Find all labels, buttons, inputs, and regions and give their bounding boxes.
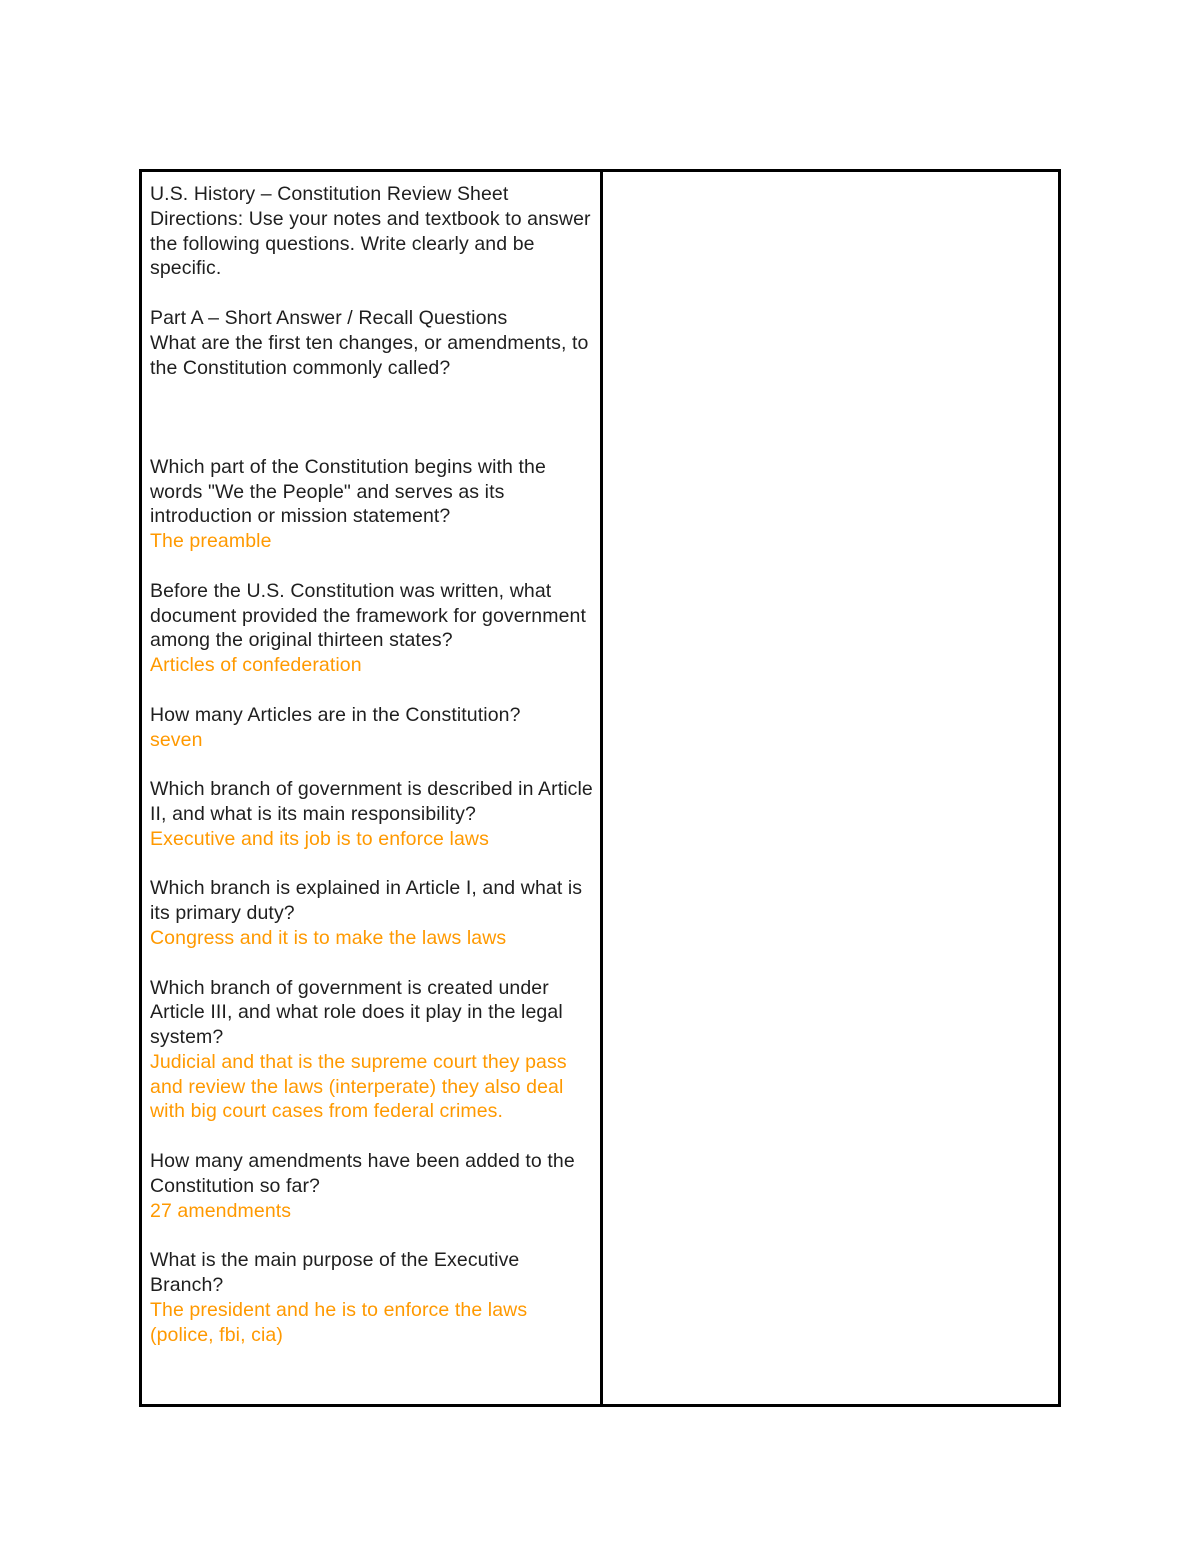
answer-8: 27 amendments [150,1199,292,1222]
spacer [150,951,594,976]
document-title: U.S. History – Constitution Review Sheet [150,183,509,205]
directions-text: Directions: Use your notes and textbook to answer the following questions. Write clearly and be specific. [150,207,591,280]
question-9: What is the main purpose of the Executive Branch? [150,1249,520,1297]
spacer [150,852,594,877]
spacer [150,1223,594,1248]
spacer [150,1124,594,1149]
spacer [150,430,594,455]
question-5: Which branch of government is described in Article II, and what is its main responsibility? [150,778,593,825]
spacer [150,281,594,306]
notes-cell [603,172,1058,1404]
question-6: Which branch is explained in Article I, and what is its primary duty? [150,877,583,925]
spacer [150,554,594,579]
answer-space-1 [150,380,594,430]
question-cell [142,172,603,1404]
answer-3: Articles of confederation [150,654,362,677]
question-3: Before the U.S. Constitution was written, what document provided the framework for government among the original thirteen states? [150,579,586,652]
answer-4: seven [150,728,203,751]
answer-5: Executive and its job is to enforce laws [150,827,489,850]
answer-2: The preamble [150,530,272,553]
spacer [150,752,594,777]
review-table [139,169,1061,1407]
answer-9: The president and he is to enforce the laws (police, fbi, cia) [150,1298,528,1346]
answer-7: Judicial and that is the supreme court they pass and review the laws (interperate) they also deal with big court cases from federal crimes. [150,1050,567,1123]
question-2: Which part of the Constitution begins with the words "We the People" and serves as its introduction or mission statement? [150,455,546,528]
question-8: How many amendments have been added to the Constitution so far? [150,1150,575,1197]
question-7: Which branch of government is created under Article III, and what role does it play in the legal system? [150,976,563,1049]
answer-6: Congress and it is to make the laws laws [150,926,507,949]
part-heading: Part A – Short Answer / Recall Questions [150,306,508,329]
question-4: How many Articles are in the Constitution? [150,703,521,726]
question-1: What are the first ten changes, or amendments, to the Constitution commonly called? [150,331,589,379]
spacer [150,678,594,703]
